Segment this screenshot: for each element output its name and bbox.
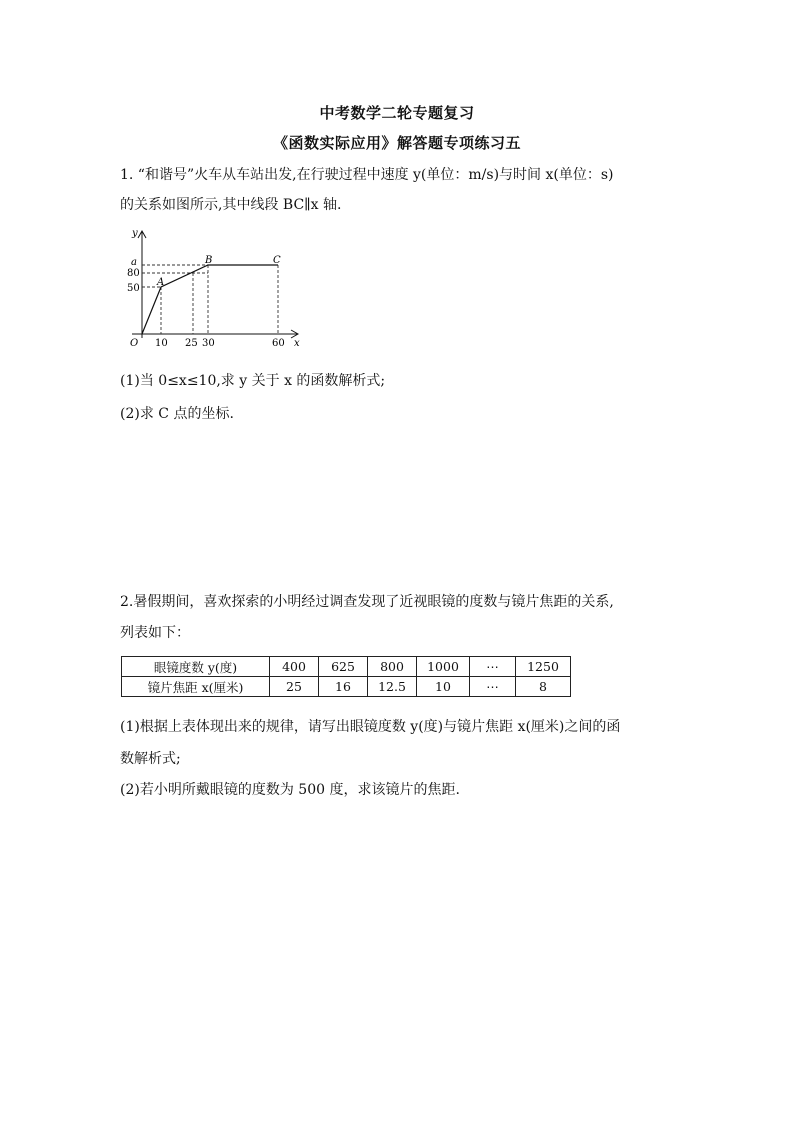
origin-label: O [130,338,139,349]
table-cell: 400 [270,657,319,677]
table-cell: 625 [319,657,368,677]
table-row-header: 镜片焦距 x(厘米) [122,677,270,697]
y-axis-label: y [132,228,138,239]
table-cell: 12.5 [368,677,417,697]
table-cell: 800 [368,657,417,677]
q2-stem-line2: 列表如下： [120,625,190,641]
table-cell: 8 [516,677,571,697]
x-axis-label: x [294,338,300,349]
x-tick-30: 30 [202,338,215,349]
table-cell: ⋯ [470,677,516,697]
x-tick-60: 60 [272,338,285,349]
q2-stem-line1: 2.暑假期间，喜欢探索的小明经过调查发现了近视眼镜的度数与镜片焦距的关系, [120,594,614,610]
speed-time-graph [118,222,308,350]
page-title: 中考数学二轮专题复习 [319,104,475,122]
table-cell: 1250 [516,657,571,677]
x-tick-25: 25 [185,338,198,349]
page-subtitle: 《函数实际应用》解答题专项练习五 [272,134,521,152]
table-row [122,677,571,697]
y-tick-a: a [131,257,137,268]
x-tick-10: 10 [155,338,168,349]
q1-stem-line1: 1. “和谐号”火车从车站出发,在行驶过程中速度 y(单位：m/s)与时间 x(单位：s) [120,167,614,183]
lens-table [121,656,571,697]
point-label-c: C [273,255,281,266]
q1-sub2: (2)求 C 点的坐标. [120,406,234,422]
q1-sub1: (1)当 0≤x≤10,求 y 关于 x 的函数解析式; [120,373,386,389]
speed-line [142,265,278,334]
y-tick-50: 50 [127,283,140,294]
table-row [122,657,571,677]
q1-stem-line2: 的关系如图所示,其中线段 BC∥x 轴. [120,197,342,213]
table-row-header: 眼镜度数 y(度) [122,657,270,677]
point-label-a: A [157,277,165,288]
table-cell: 10 [417,677,470,697]
point-label-b: B [205,255,213,266]
table-cell: 16 [319,677,368,697]
q2-sub2: (2)若小明所戴眼镜的度数为 500 度，求该镜片的焦距. [120,782,460,798]
q2-sub1-line1: (1)根据上表体现出来的规律，请写出眼镜度数 y(度)与镜片焦距 x(厘米)之间的函 [120,719,621,735]
y-tick-80: 80 [127,268,140,279]
table-cell: 25 [270,677,319,697]
table-cell: 1000 [417,657,470,677]
table-cell: ⋯ [470,657,516,677]
q2-sub1-line2: 数解析式; [120,751,181,767]
